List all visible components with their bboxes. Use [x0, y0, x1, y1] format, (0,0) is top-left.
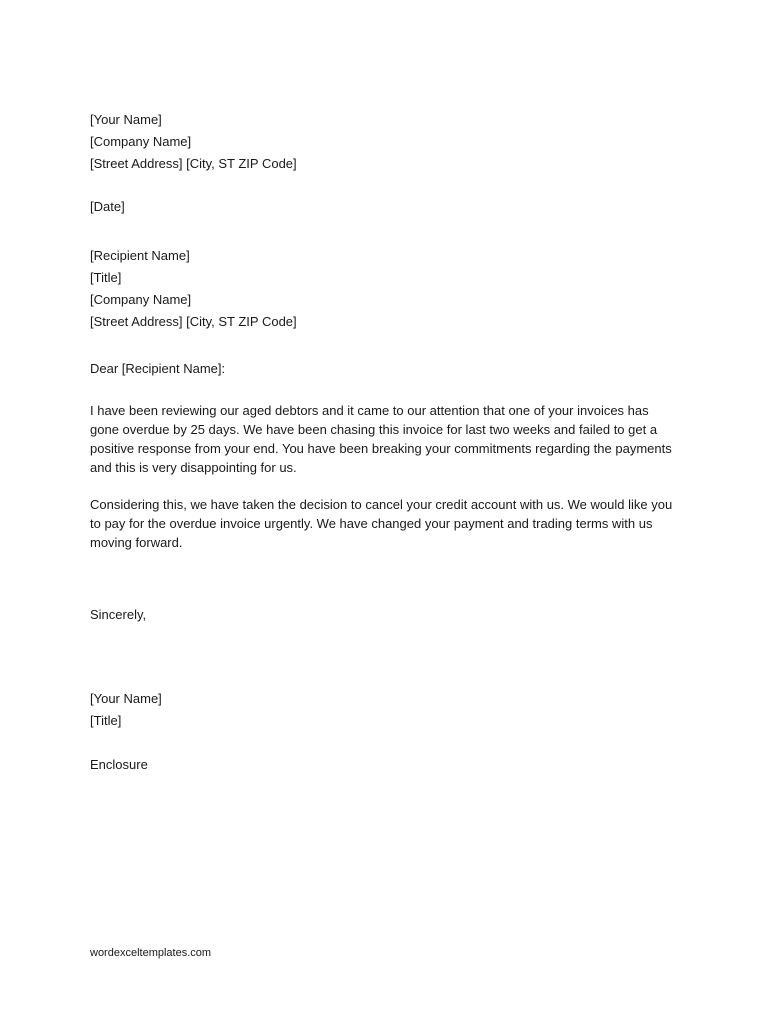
body-paragraph-2: Considering this, we have taken the decision to cancel your credit account with us. We would like you to pay for the overdue invoice urgently. We have changed your payment and trading terms with us moving forward.	[90, 497, 673, 550]
sender-address: [Street Address] [City, ST ZIP Code]	[90, 156, 297, 171]
salutation: Dear [Recipient Name]:	[90, 361, 226, 376]
signature-block	[90, 688, 678, 732]
sender-name: [Your Name]	[90, 112, 162, 127]
enclosure: Enclosure	[90, 757, 148, 772]
recipient-company: [Company Name]	[90, 292, 192, 307]
recipient-address: [Street Address] [City, ST ZIP Code]	[90, 314, 297, 329]
recipient-block	[90, 245, 678, 333]
recipient-title: [Title]	[90, 270, 122, 285]
closing: Sincerely,	[90, 607, 147, 622]
body-paragraph-1-block	[90, 401, 678, 477]
salutation-block	[90, 358, 678, 380]
signature-title: [Title]	[90, 713, 122, 728]
closing-block	[90, 604, 678, 626]
body-paragraph-1: I have been reviewing our aged debtors and it came to our attention that one of your invoices has gone overdue by 25 days. We have been chasing this invoice for last two weeks and failed to get a positive response from your end. You have been breaking your commitments regarding the payments and this is very disappointing for us.	[90, 403, 672, 475]
signature-name: [Your Name]	[90, 691, 162, 706]
footer-website: wordexceltemplates.com	[90, 947, 212, 959]
recipient-name: [Recipient Name]	[90, 248, 190, 263]
sender-company: [Company Name]	[90, 134, 192, 149]
letter-date: [Date]	[90, 199, 125, 214]
sender-block	[90, 109, 678, 175]
date-block	[90, 196, 678, 218]
body-paragraph-2-block	[90, 495, 678, 552]
enclosure-block	[90, 754, 678, 776]
